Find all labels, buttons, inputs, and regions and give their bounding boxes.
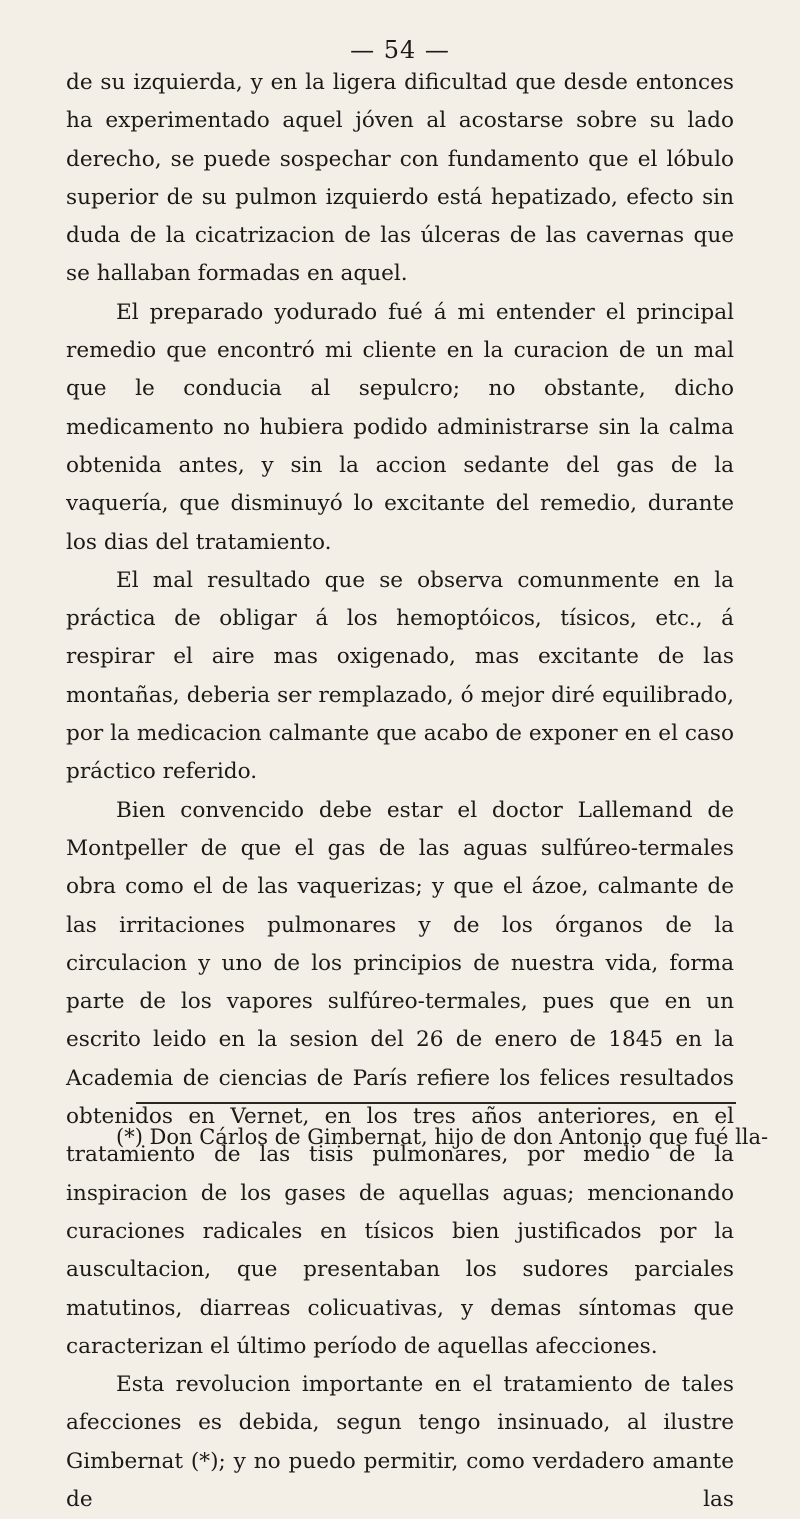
paragraph-2: El preparado yodurado fué á mi entender el principal remedio que encontró mi cliente en la curacion de un mal que le conducia al sepulcro; no obstante, dicho medicamento no hubiera podido administrarse sin la calma obtenida antes, y sin la accion sedante del gas de la vaquería, que disminuyó lo excitante del remedio, durante los dias del tratamiento. (66, 299, 734, 555)
paragraph-4: Bien convencido debe estar el doctor Lallemand de Montpeller de que el gas de las aguas sulfúreo-termales obra como el de las vaquerizas; y que el ázoe, calmante de las irritaciones pulmonares y de los órganos de la circulacion y uno de los principios de nuestra vida, forma parte de los vapores sulfúreo-termales, pues que en un escrito leido en la sesion del 26 de enero de 1845 en la Academia de ciencias de París refiere los felices resultados obtenidos en Vernet, en los tres años anteriores, en el tratamiento de las tisis pulmonares, por medio de la inspiracion de los gases de aquellas aguas; mencionando curaciones radicales en tísicos bien justificados por la auscultacion, que presentaban los sudores parciales matutinos, diarreas colicuativas, y demas síntomas que caracterizan el último período de aquellas afecciones. (66, 797, 734, 1359)
footnote-rule (136, 1102, 736, 1104)
paragraph-5: Esta revolucion importante en el tratamiento de tales afecciones es debida, segun tengo insinuado, al ilustre Gimbernat (*); y no puedo permitir, como verdadero amante de las (66, 1372, 734, 1512)
page-number: — 54 — (350, 36, 450, 64)
footnote: (*) Don Cárlos de Gimbernat, hijo de don Antonio que fué lla- (116, 1125, 769, 1149)
body-text (66, 64, 769, 1519)
paragraph-1: de su izquierda, y en la ligera dificultad que desde entonces ha experimentado aquel jóven al acostarse sobre su lado derecho, se puede sospechar con fundamento que el lóbulo superior de su pulmon izquierdo está hepatizado, efecto sin duda de la cicatrizacion de las úlceras de las cavernas que se hallaban formadas en aquel. (66, 70, 734, 287)
paragraph-3: El mal resultado que se observa comunmente en la práctica de obligar á los hemoptóicos, tísicos, etc., á respirar el aire mas oxigenado, mas excitante de las montañas, deberia ser remplazado, ó mejor diré equilibrado, por la medicacion calmante que acabo de exponer en el caso práctico referido. (66, 567, 734, 785)
